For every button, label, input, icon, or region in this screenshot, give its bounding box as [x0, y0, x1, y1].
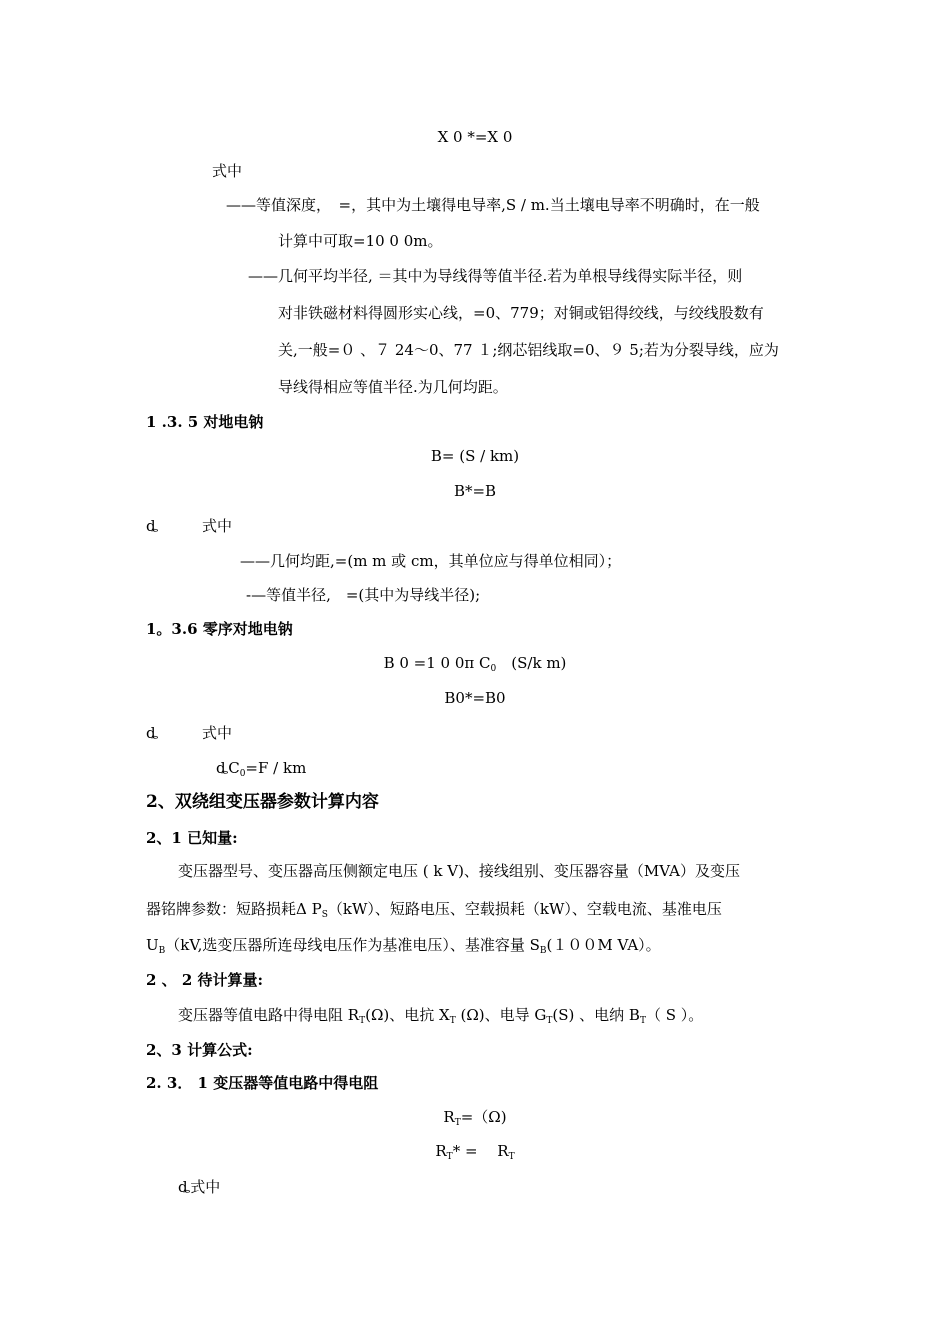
- bullet-glyph: ȡ: [146, 517, 159, 535]
- c0-unit-line: [216, 758, 306, 778]
- formula-text: R: [443, 1108, 455, 1126]
- calc-text: (S) 、电纳 B: [552, 1006, 640, 1024]
- def-equivalent-depth: ——等值深度， =，其中为土壤得电导率,S / m.当土壤电导率不明确时，在一般: [226, 196, 760, 214]
- shizhong-label: ȡ式中: [178, 1178, 221, 1196]
- calc-text: (Ω)、电导 G: [455, 1006, 547, 1024]
- formula-b-star: B*=B: [453, 482, 497, 500]
- subscript: T: [639, 1016, 646, 1026]
- subscript: T: [446, 1152, 453, 1162]
- known-text: （kV,选变压器所连母线电压作为基准电压）、基准容量 S: [165, 936, 540, 954]
- c0-prefix: ȡC: [216, 759, 240, 777]
- quantities-to-calculate: [178, 1005, 703, 1025]
- section-heading-1-3-6: 1。3.6 零序对地电钠: [146, 620, 293, 638]
- shizhong-label: 式中: [202, 517, 233, 535]
- known-text: 器铭牌参数：短路损耗Δ P: [146, 900, 322, 918]
- def-geometric-mean-distance: ——几何均距,=(m m 或 cm，其单位应与得单位相同）；: [240, 552, 622, 570]
- def-equivalent-radius: -—等值半径, =(其中为导线半径);: [246, 586, 481, 604]
- shizhong-label: 式中: [202, 724, 233, 742]
- section-heading-2-1: 2、1 已知量:: [146, 829, 238, 847]
- formula-x0: X 0 *=X 0: [437, 128, 513, 146]
- formula-b0-subscript: 0: [490, 664, 497, 674]
- def-geometric-radius: ——几何平均半径, ＝其中为导线得等值半径.若为单根导线得实际半径，则: [248, 267, 743, 285]
- subscript: B: [158, 946, 166, 956]
- formula-text: =（Ω): [460, 1108, 507, 1126]
- subscript: T: [454, 1118, 461, 1128]
- formula-rt-star: [0, 1141, 950, 1161]
- subscript: B: [539, 946, 547, 956]
- section-heading-2-2: 2 、 2 待计算量:: [146, 971, 264, 989]
- subscript: S: [321, 910, 328, 920]
- calc-text: (Ω)、电抗 X: [365, 1006, 450, 1024]
- known-quantities-para-3: [146, 935, 661, 955]
- subscript: T: [359, 1016, 366, 1026]
- formula-b0-unit: (S/k m): [511, 654, 567, 672]
- formula-b0: [0, 653, 950, 673]
- calc-text: （ S ）。: [645, 1006, 704, 1024]
- known-quantities-para-2: [146, 899, 722, 919]
- formula-rt: [0, 1107, 950, 1127]
- formula-b0-main: B 0 =1 0 0π C: [383, 654, 491, 672]
- formula-text: * = R: [452, 1142, 509, 1160]
- known-text: U: [146, 936, 159, 954]
- def-geometric-radius-cont-1: 对非铁磁材料得圆形实心线，=0、779；对铜或铝得绞线，与绞线股数有: [278, 304, 764, 322]
- c0-subscript: 0: [239, 769, 246, 779]
- shizhong-label: 式中: [212, 162, 243, 180]
- formula-b0-star: B0*=B0: [444, 689, 506, 707]
- def-geometric-radius-cont-2: 关,一般=０ 、７ 24～0、77 １;纲芯铝线取=0、９ 5;若为分裂导线，应为: [278, 341, 779, 359]
- def-equivalent-depth-cont: 计算中可取=10 0 0m。: [278, 232, 443, 250]
- section-heading-2-3-1: 2. 3． 1 变压器等值电路中得电阻: [146, 1074, 379, 1092]
- subscript: T: [449, 1016, 456, 1026]
- subscript: T: [546, 1016, 553, 1026]
- subscript: T: [508, 1152, 515, 1162]
- c0-unit: =F / km: [245, 759, 307, 777]
- formula-b: B= (S / km): [430, 447, 520, 465]
- known-text: （kW）、短路电压、空载损耗（kW）、空载电流、基准电压: [327, 900, 722, 918]
- bullet-glyph: ȡ: [146, 724, 159, 742]
- section-heading-1-3-5: 1 .3. 5 对地电钠: [146, 413, 264, 431]
- formula-text: R: [435, 1142, 447, 1160]
- known-text: (１００M VA）。: [546, 936, 661, 954]
- def-geometric-radius-cont-3: 导线得相应等值半径.为几何均距。: [278, 378, 508, 396]
- calc-text: 变压器等值电路中得电阻 R: [178, 1006, 360, 1024]
- section-heading-2: 2、双绕组变压器参数计算内容: [146, 792, 379, 812]
- known-quantities-para-1: 变压器型号、变压器高压侧额定电压 ( k V)、接线组别、变压器容量（MVA）及变压: [178, 862, 740, 880]
- section-heading-2-3: 2、3 计算公式:: [146, 1041, 253, 1059]
